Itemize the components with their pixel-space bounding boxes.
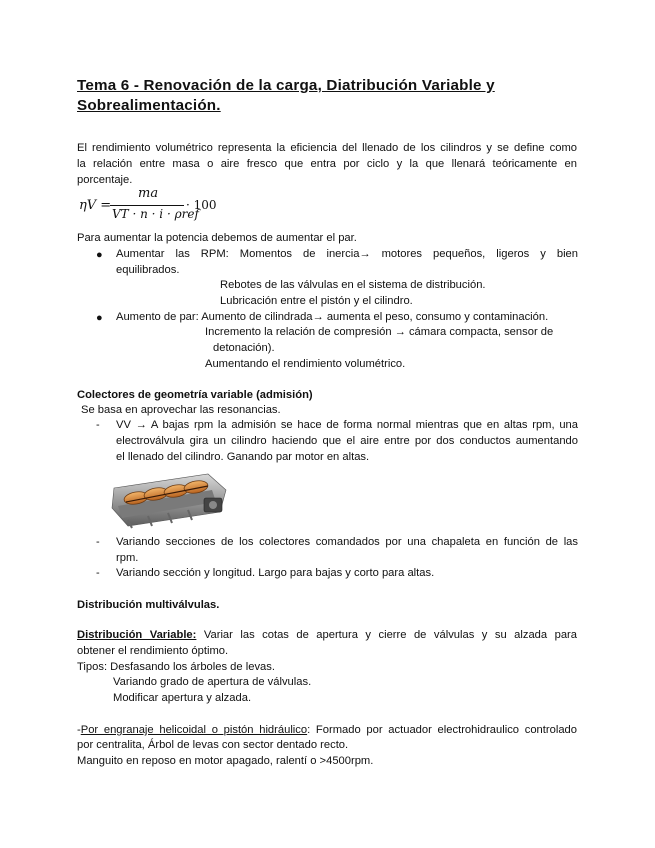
- par-sub-2: Aumentando el rendimiento volumétrico.: [205, 358, 406, 370]
- dash-icon: -: [96, 536, 100, 548]
- vv-line-2: electroválvula gira un cilindro haciendo que el aire entre por dos conductos aumentando: [116, 435, 578, 447]
- tipos-line: Tipos: Desfasando los árboles de levas.: [77, 661, 275, 673]
- longitud-line: Variando sección y longitud. Largo para bajas y corto para altas.: [116, 567, 435, 579]
- dash-icon: -: [96, 419, 100, 431]
- engranaje-line-3: Manguito en reposo en motor apagado, ralentí o >4500rpm.: [77, 755, 374, 767]
- par-line-1: Aumento de par: Aumento de cilindrada→ aumenta el peso, consumo y contaminación.: [116, 311, 549, 323]
- secciones-line-1: Variando secciones de los colectores comandados por una chapaleta en función de las: [116, 536, 578, 548]
- intro-line-3: porcentaje.: [77, 174, 133, 186]
- rpm-sub-1: Rebotes de las válvulas en el sistema de distribución.: [220, 279, 486, 291]
- bullet-icon: ●: [96, 312, 103, 324]
- engranaje-line-1: [77, 724, 577, 736]
- intro-line-2: la relación entre masa o aire fresco que entra por ciclo y la que llenará teóricamente en: [77, 158, 577, 170]
- volumetric-efficiency-formula: [79, 186, 219, 226]
- rpm-line-2: equilibrados.: [116, 264, 180, 276]
- dash-icon: -: [96, 567, 100, 579]
- par-sub-1b: detonación).: [213, 342, 275, 354]
- intake-manifold-illustration: [108, 468, 230, 531]
- intake-manifold-image: [108, 468, 230, 531]
- rpm-line-1: Aumentar las RPM: Momentos de inercia→ motores pequeños, ligeros y bien: [116, 248, 578, 260]
- formula-denominator: VT · n · i · ρref: [112, 207, 199, 221]
- formula-tail: · 100: [186, 198, 217, 212]
- variable-line-1-rest: Variar las cotas de apertura y cierre de válvulas y su alzada para: [196, 629, 577, 641]
- multivalvulas-heading: Distribución multiválvulas.: [77, 599, 220, 611]
- bullet-icon: ●: [96, 249, 103, 261]
- colectores-lead: Se basa en aprovechar las resonancias.: [81, 404, 281, 416]
- title-line-1: Tema 6 - Renovación de la carga, Diatribución Variable y: [77, 77, 495, 94]
- vv-line-1: VV → A bajas rpm la admisión se hace de forma normal mientras que en altas rpm, una: [116, 419, 578, 431]
- formula-fraction-bar: [110, 205, 184, 206]
- formula-lhs: ηV =: [79, 198, 112, 213]
- tipo-3: Modificar apertura y alzada.: [113, 692, 252, 704]
- colectores-heading: Colectores de geometría variable (admisión): [77, 389, 313, 401]
- rpm-sub-2: Lubricación entre el pistón y el cilindro.: [220, 295, 413, 307]
- par-sub-1: Incremento la relación de compresión → cámara compacta, sensor de: [205, 326, 554, 338]
- potencia-lead: Para aumentar la potencia debemos de aumentar el par.: [77, 232, 357, 244]
- page-title: [77, 76, 547, 116]
- variable-line-1: [77, 629, 577, 641]
- engranaje-label: Por engranaje helicoidal o pistón hidráulico: [80, 724, 308, 736]
- intro-line-1: El rendimiento volumétrico representa la eficiencia del llenado de los cilindros y se define como: [77, 142, 577, 154]
- engranaje-line-1-rest: : Formado por actuador electrohidraulico controlado: [307, 724, 577, 736]
- formula-numerator: ma: [138, 186, 159, 201]
- title-line-2: Sobrealimentación.: [77, 97, 221, 114]
- vv-line-3: el llenado del cilindro. Ganando par motor en altas.: [116, 451, 370, 463]
- variable-label: Distribución Variable:: [77, 629, 197, 641]
- engranaje-line-2: por centralita, Árbol de levas con sector dentado recto.: [77, 739, 349, 751]
- tipo-2: Variando grado de apertura de válvulas.: [113, 676, 312, 688]
- variable-line-2: obtener el rendimiento óptimo.: [77, 645, 229, 657]
- secciones-line-2: rpm.: [116, 552, 139, 564]
- engranaje-dash: -: [77, 724, 81, 736]
